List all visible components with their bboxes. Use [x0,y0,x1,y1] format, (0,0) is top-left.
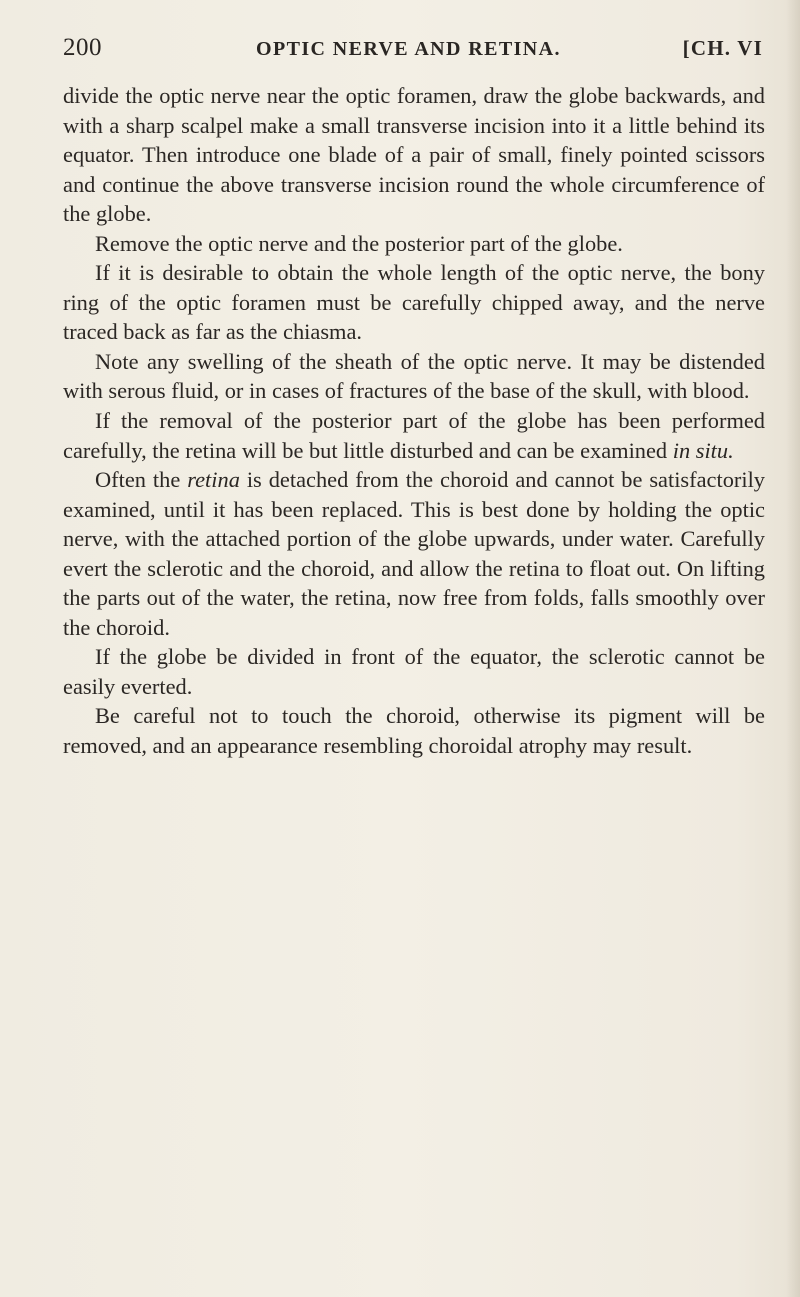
page-number: 200 [63,34,102,61]
paragraph [63,258,765,347]
paragraph [63,642,765,701]
page-edge-shadow [786,0,800,1297]
paragraph-text: Often the [95,467,188,493]
paragraph [63,347,765,406]
paragraph-text: If it is desirable to obtain the whole length of the optic nerve, the bony ring of the optic foramen must be carefully chipped away, and the nerve traced back as far as the chiasma. [63,260,765,345]
italic-text: retina [187,467,240,493]
running-header [63,34,765,68]
paragraph-text: Note any swelling of the sheath of the optic nerve. It may be distended with serous fluid, or in cases of fractures of the base of the skull, with blood. [63,348,765,404]
paragraph [63,81,765,229]
italic-text: in situ. [672,437,734,463]
paragraph [63,406,765,465]
paragraph-text: divide the optic nerve near the optic foramen, draw the globe backwards, and with a sharp scalpel make a small transverse incision into it a little behind its equator. Then introduce one blade of a pair of small, finely pointed scissors and continue the above transverse incision round the whole circumference of the globe. [63,83,765,227]
paragraph-text: If the globe be divided in front of the equator, the sclerotic cannot be easily everted. [63,644,765,699]
chapter-reference: [CH. VI [682,36,763,60]
paragraph [63,229,765,259]
paragraph-text: Be careful not to touch the choroid, otherwise its pigment will be removed, and an appearance resembling choroidal atrophy may result. [63,703,765,759]
paragraph-text: If the removal of the posterior part of the globe has been performed carefully, the retina will be but little disturbed and can be examined [63,408,765,463]
body-text [63,81,765,761]
paragraph [63,701,765,760]
paragraph-text: is detached from the choroid and cannot be satisfactorily examined, until it has been replaced. This is best done by holding the optic nerve, with the attached portion of the globe upwards, under water. Carefully evert the sclerotic and the choroid, and allow the retina to float out. On lifting the parts out of the water, the retina, now free from folds, falls smoothly over the choroid. [63,467,765,640]
paragraph-text: Remove the optic nerve and the posterior part of the globe. [95,230,623,256]
running-title: OPTIC NERVE AND RETINA. [256,38,561,60]
paragraph [63,465,765,642]
